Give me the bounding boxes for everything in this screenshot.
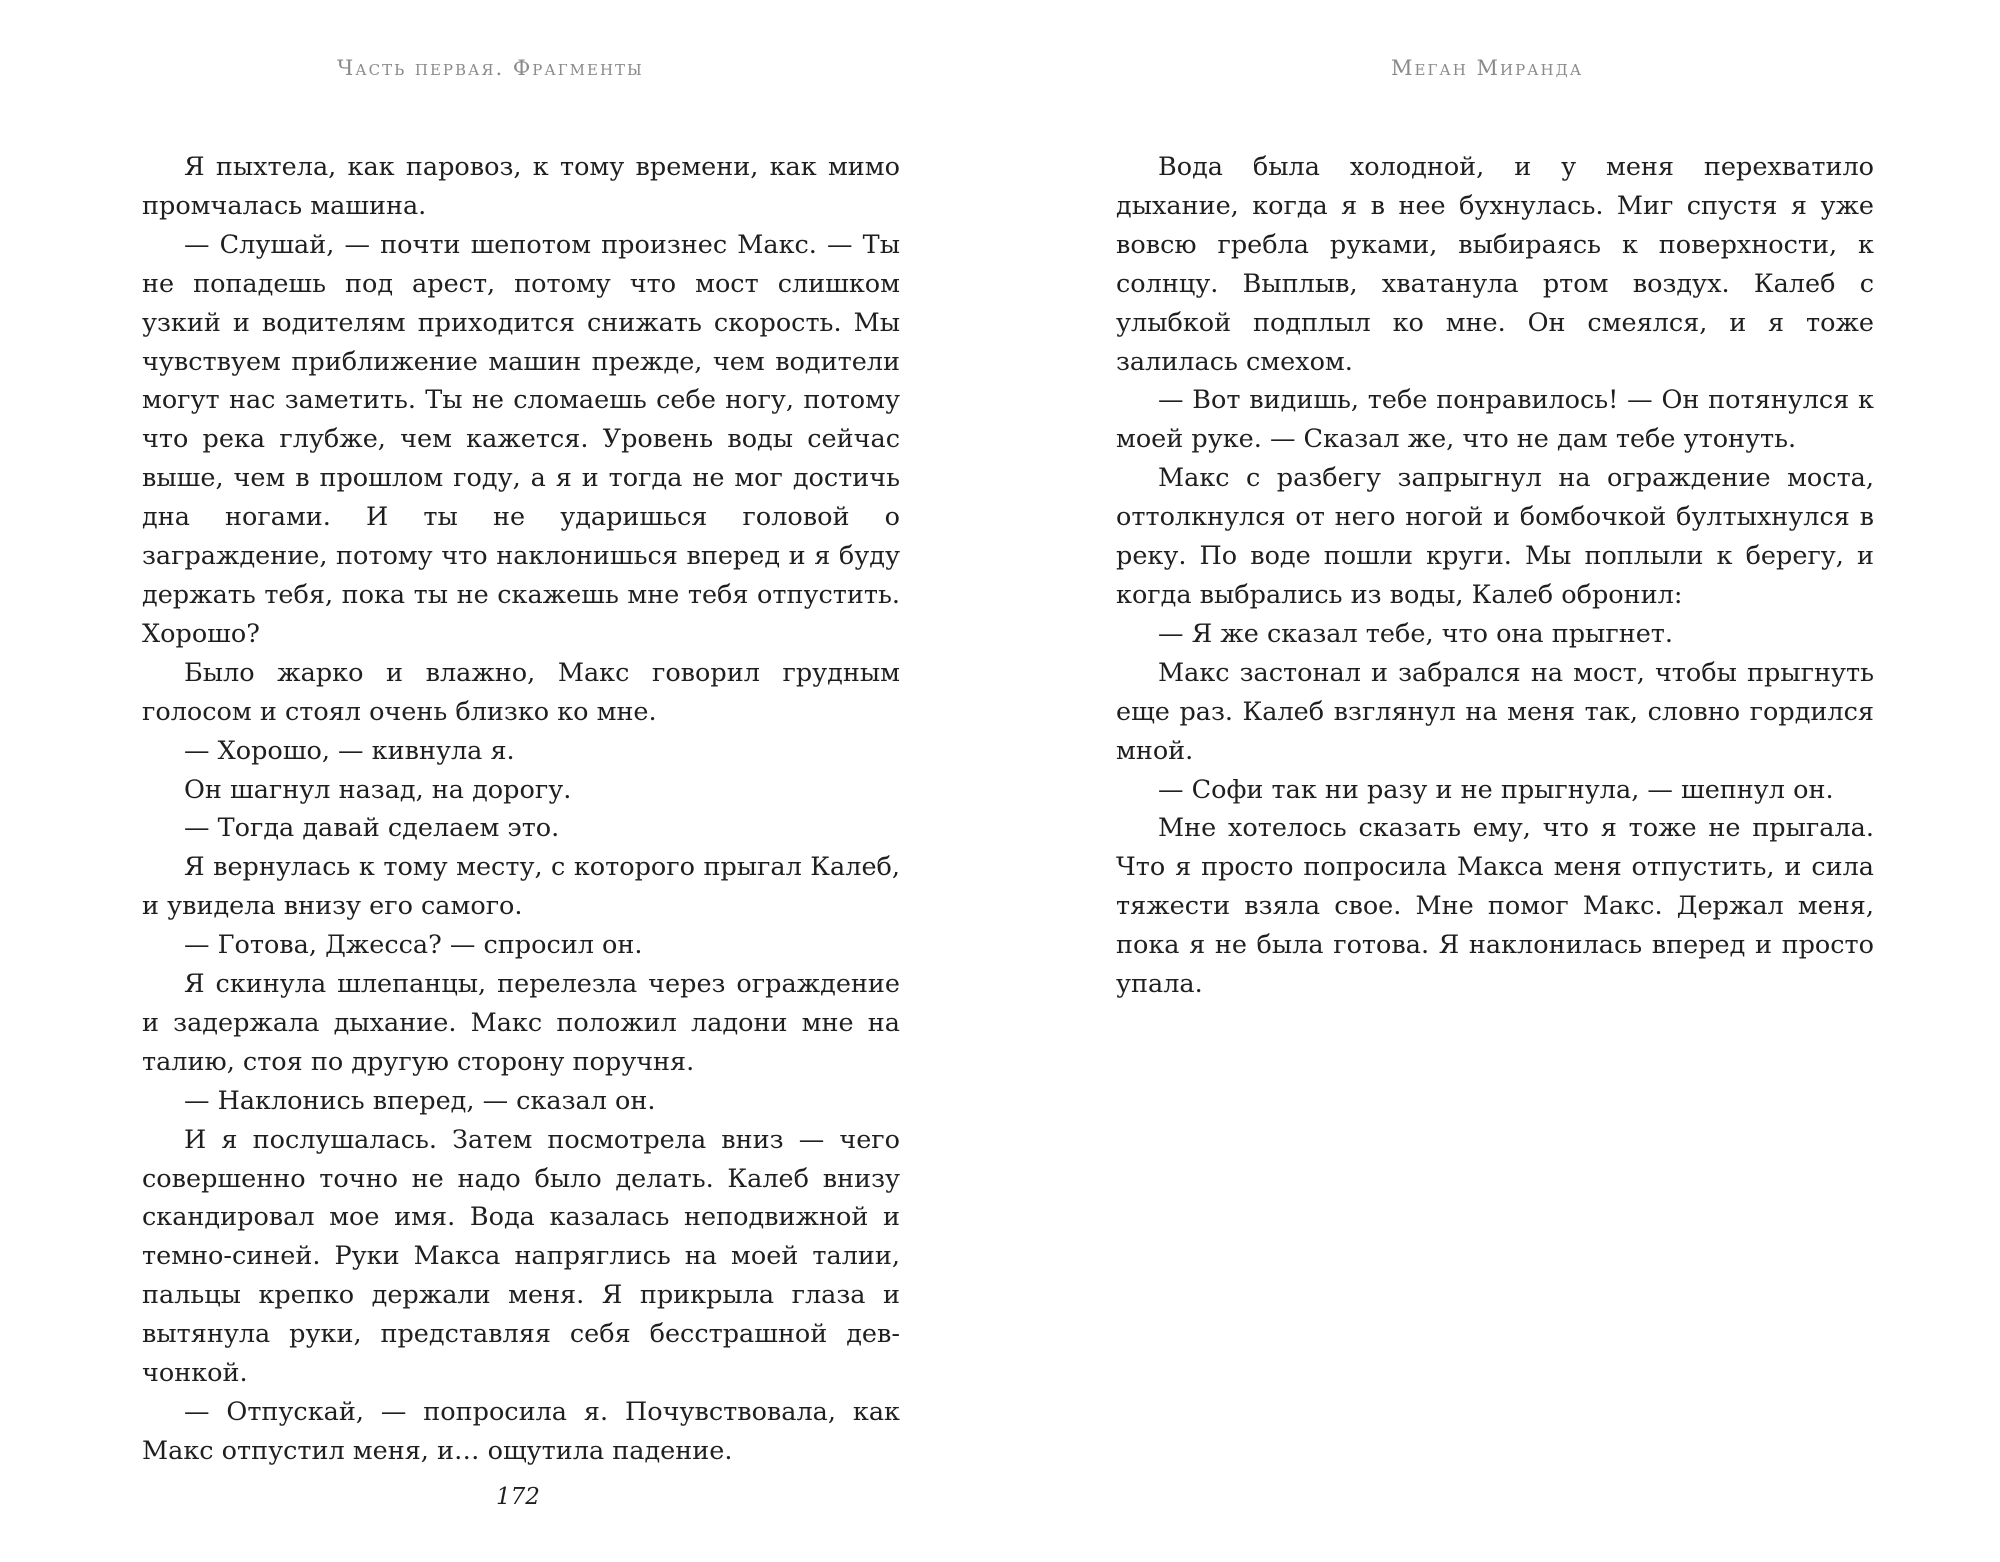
paragraph: Было жарко и влажно, Макс говорил грудным голосом и стоял очень близко ко мне. <box>142 657 900 727</box>
right-text-block <box>1116 148 1874 1004</box>
paragraph: — Хорошо, — кивнула я. <box>184 735 515 766</box>
paragraph: — Я же сказал тебе, что она прыгнет. <box>1158 618 1674 649</box>
paragraph: Он шагнул назад, на дорогу. <box>184 774 572 805</box>
paragraph: Я вернулась к тому месту, с которого прыгал Калеб, и увидела внизу его самого. <box>142 852 900 922</box>
paragraph: Мне хотелось сказать ему, что я тоже не прыгала. Что я просто попросила Макса меня отпустить, и сила тяжести взяла свое. Мне помог Макс. Держал меня, пока я не была готова. Я наклонилась вперед и просто упала. <box>1116 813 1874 1000</box>
running-head-left: Часть первая. Фрагменты <box>337 56 644 80</box>
paragraph: — Слушай, — почти шепотом произнес Макс. — Ты не попадешь под арест, потому что мост слишком узкий и водителям приходится снижать скорость. Мы чувствуем приближение машин прежде, чем водители могут нас заметить. Ты не сломаешь себе ногу, потому что река глубже, чем кажется. Уровень воды сейчас выше, чем в прошлом году, а я и тогда не мог достичь дна ногами. И ты не ударишься головой о заграждение, потому что наклонишься вперед и я буду держать тебя, пока ты не скажешь мне тебя отпустить. Хорошо? <box>142 229 900 649</box>
left-text-block <box>142 148 900 1471</box>
paragraph: — Отпускай, — попросила я. Почувствовала, как Макс отпустил меня, и… ощутила падение. <box>142 1397 900 1466</box>
page-number: 172 <box>496 1484 540 1510</box>
paragraph: — Софи так ни разу и не прыгнула, — шепнул он. <box>1158 774 1834 805</box>
paragraph: Я пыхтела, как паровоз, к тому времени, как мимо промчалась машина. <box>142 152 900 221</box>
paragraph: — Наклонись вперед, — сказал он. <box>184 1085 656 1116</box>
paragraph: Макс с разбегу запрыгнул на ограждение моста, оттолкнулся от него ногой и бомбочкой бултыхнулся в реку. По воде пошли круги. Мы поплыли к берегу, и когда выбрались из воды, Калеб обронил: <box>1116 463 1874 610</box>
right-page <box>1000 0 2000 1562</box>
paragraph: Я скинула шлепанцы, перелезла через ограждение и задержала дыхание. Макс положил ладони мне на талию, стоя по другую сторону поручня. <box>142 969 900 1077</box>
paragraph: — Вот видишь, тебе понравилось! — Он потянулся к моей руке. — Сказал же, что не дам тебе утонуть. <box>1116 385 1874 455</box>
paragraph: Вода была холодной, и у меня перехватило дыхание, когда я в нее бухнулась. Миг спустя я уже вовсю гребла руками, выбираясь к поверхности, к солнцу. Выплыв, хватанула ртом воздух. Калеб с улыбкой подплыл ко мне. Он смеялся, и я тоже залилась смехом. <box>1116 152 1874 377</box>
paragraph: Макс застонал и забрался на мост, чтобы прыгнуть еще раз. Калеб взглянул на меня так, словно гордился мной. <box>1116 657 1874 766</box>
paragraph: — Тогда давай сделаем это. <box>184 813 560 844</box>
paragraph: — Готова, Джесса? — спросил он. <box>184 930 643 961</box>
running-head-right: Меган Миранда <box>1391 56 1584 80</box>
paragraph: И я послушалась. Затем посмотрела вниз — чего совершенно точно не надо было делать. Калеб внизу скандировал мое имя. Вода казалась неподвижной и темно-синей. Руки Макса напряглись на моей талии, пальцы крепко держали меня. Я прикрыла глаза и вытянула руки, представляя себя бесстрашной девчонкой. <box>142 1124 900 1389</box>
